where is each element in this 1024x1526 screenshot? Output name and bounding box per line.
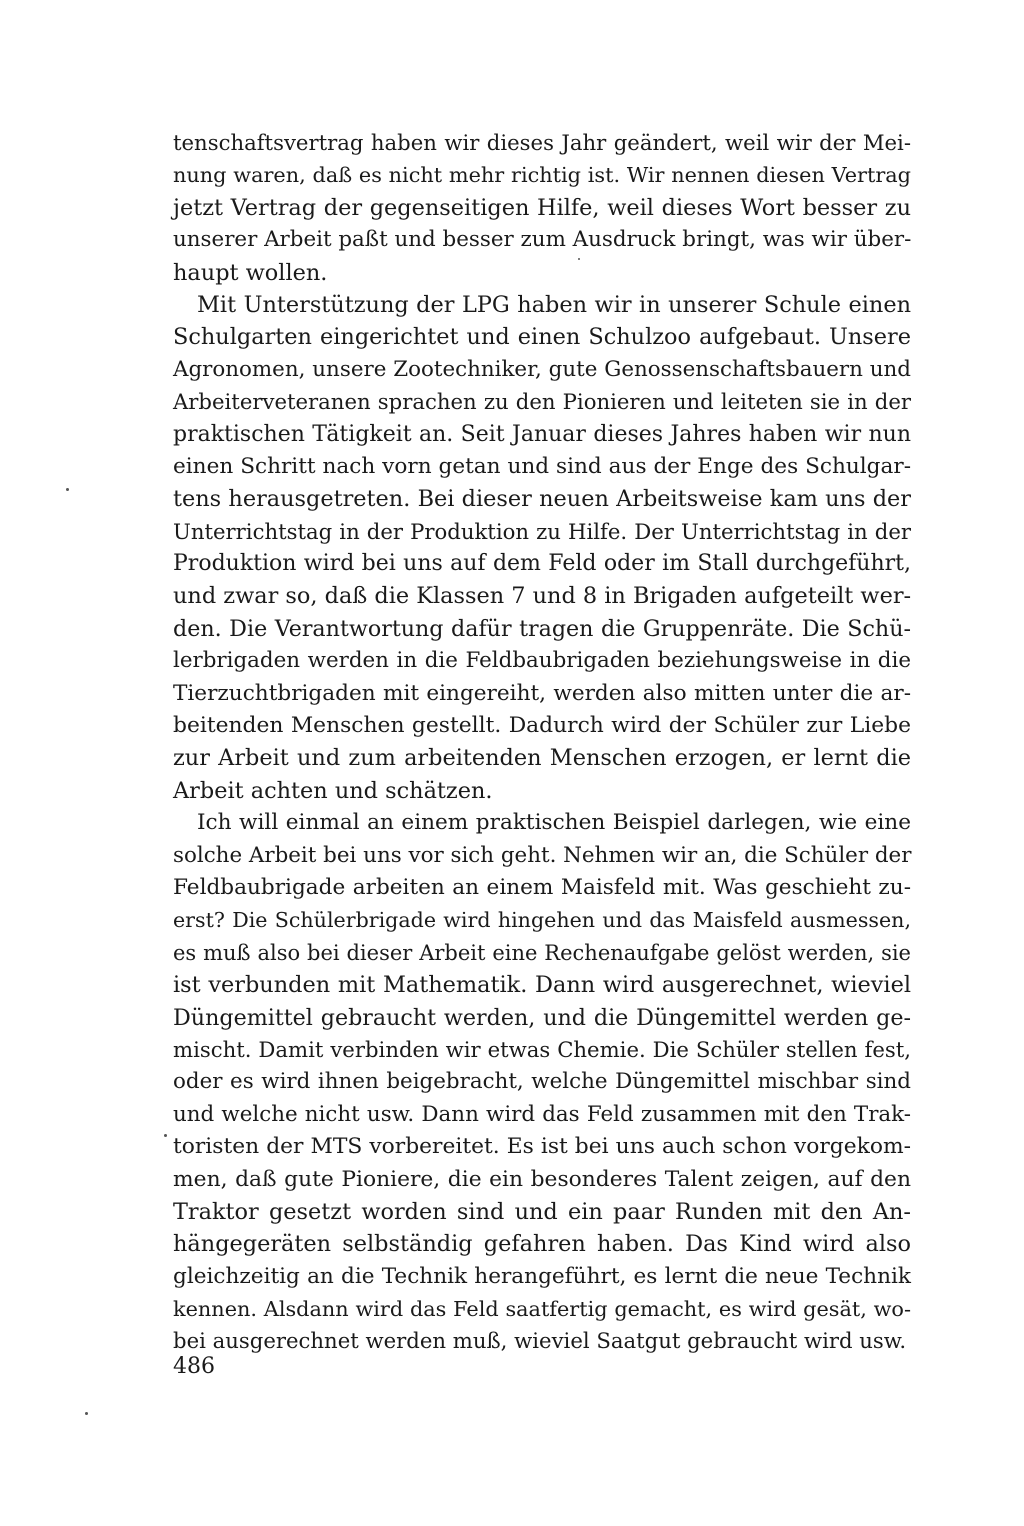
text-line: nung waren, daß es nicht mehr richtig ist. Wir nennen diesen Vertrag (173, 163, 911, 188)
text-line: solche Arbeit bei uns vor sich geht. Nehmen wir an, die Schüler der (173, 842, 912, 868)
text-line: Arbeiterveteranen sprachen zu den Pionieren und leiteten sie in der (173, 389, 911, 415)
scan-speck (85, 1412, 88, 1415)
paragraph-3 (173, 807, 911, 1358)
text-line: men, daß gute Pioniere, die ein besonderes Talent zeigen, auf den (173, 1166, 911, 1192)
text-line: oder es wird ihnen beigebracht, welche Düngemittel mischbar sind (173, 1069, 911, 1095)
scan-speck (66, 488, 69, 491)
text-line: den. Die Verantwortung dafür tragen die Gruppenräte. Die Schü- (173, 615, 911, 642)
text-line: und zwar so, daß die Klassen 7 und 8 in Brigaden aufgeteilt wer- (173, 583, 912, 610)
text-line: mischt. Damit verbinden wir etwas Chemie. Die Schüler stellen fest, (173, 1036, 911, 1062)
text-line: Düngemittel gebraucht werden, und die Düngemittel werden ge- (173, 1004, 911, 1031)
page-number: 486 (173, 1354, 215, 1379)
text-line: Ich will einmal an einem praktischen Beispiel darlegen, wie eine (197, 810, 911, 836)
text-line: Mit Unterstützung der LPG haben wir in unserer Schule einen (197, 291, 911, 318)
text-line: Traktor gesetzt worden sind und ein paar Runden mit den An- (173, 1198, 911, 1225)
text-line: bei ausgerechnet werden muß, wieviel Saatgut gebraucht wird usw. (173, 1328, 907, 1354)
text-line: Unterrichtstag in der Produktion zu Hilfe. Der Unterrichtstag in der (173, 518, 911, 544)
scan-speck (578, 258, 580, 260)
text-line: und welche nicht usw. Dann wird das Feld zusammen mit den Trak- (173, 1101, 911, 1127)
scan-speck (164, 1134, 167, 1137)
body-text (173, 127, 911, 1358)
text-line: gleichzeitig an die Technik herangeführt, es lernt die neue Technik (173, 1263, 911, 1289)
paragraph-2 (173, 289, 911, 807)
paragraph-1 (173, 127, 911, 289)
text-line: beitenden Menschen gestellt. Dadurch wird der Schüler zur Liebe (173, 713, 911, 739)
text-line: toristen der MTS vorbereitet. Es ist bei uns auch schon vorgekom- (173, 1134, 911, 1160)
text-line: einen Schritt nach vorn getan und sind aus der Enge des Schulgar- (173, 453, 911, 479)
text-line: Schulgarten eingerichtet und einen Schulzoo aufgebaut. Unsere (173, 324, 911, 351)
text-line: tenschaftsvertrag haben wir dieses Jahr geändert, weil wir der Mei- (173, 130, 911, 155)
text-line: haupt wollen. (173, 259, 328, 286)
text-line: jetzt Vertrag der gegenseitigen Hilfe, weil dieses Wort besser zu (173, 194, 911, 221)
text-line: unserer Arbeit paßt und besser zum Ausdruck bringt, was wir über- (173, 227, 912, 253)
text-line: Feldbaubrigade arbeiten an einem Maisfeld mit. Was geschieht zu- (173, 874, 911, 900)
text-line: praktischen Tätigkeit an. Seit Januar dieses Jahres haben wir nun (173, 421, 911, 447)
text-line: tens herausgetreten. Bei dieser neuen Arbeitsweise kam uns der (173, 486, 911, 513)
text-line: ist verbunden mit Mathematik. Dann wird ausgerechnet, wieviel (173, 972, 911, 999)
text-line: Agronomen, unsere Zootechniker, gute Genossenschaftsbauern und (173, 356, 911, 382)
text-line: kennen. Alsdann wird das Feld saatfertig gemacht, es wird gesät, wo- (173, 1297, 911, 1322)
text-line: es muß also bei dieser Arbeit eine Rechenaufgabe gelöst werden, sie (173, 940, 911, 965)
text-line: Produktion wird bei uns auf dem Feld oder im Stall durchgeführt, (173, 551, 911, 577)
text-line: zur Arbeit und zum arbeitenden Menschen erzogen, er lernt die (173, 745, 911, 772)
text-line: lerbrigaden werden in die Feldbaubrigaden beziehungsweise in die (173, 648, 911, 674)
text-line: Arbeit achten und schätzen. (173, 777, 493, 804)
text-line: Tierzuchtbrigaden mit eingereiht, werden also mitten unter die ar- (173, 680, 911, 706)
text-line: erst? Die Schülerbrigade wird hingehen und das Maisfeld ausmessen, (173, 908, 911, 933)
text-line: hängegeräten selbständig gefahren haben. Das Kind wird also (173, 1231, 911, 1258)
